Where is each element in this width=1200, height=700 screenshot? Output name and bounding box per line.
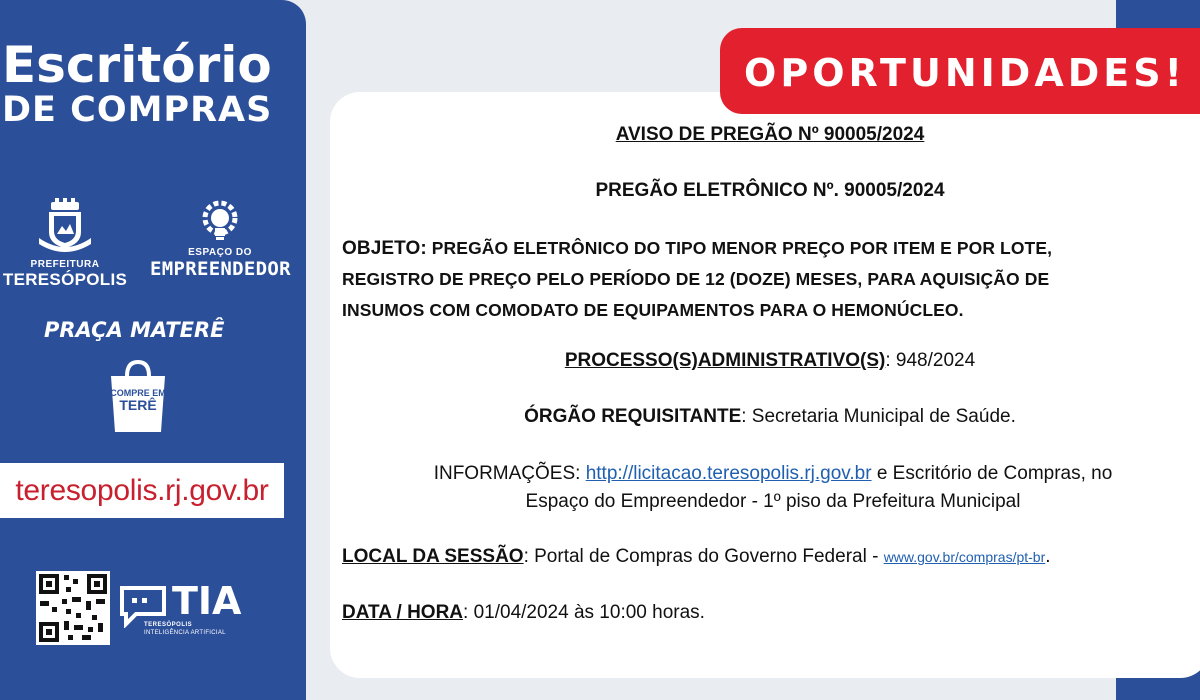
informacoes-label: INFORMAÇÕES: bbox=[433, 463, 586, 484]
objeto-line-2: REGISTRO DE PREÇO PELO PERÍODO DE 12 (DOZE) MESES, PARA AQUISIÇÃO DE bbox=[342, 269, 1050, 289]
processo-label: PROCESSO(S)ADMINISTRATIVO(S) bbox=[564, 350, 886, 371]
gov-compras-link[interactable]: www.gov.br/compras/pt-br bbox=[883, 549, 1046, 565]
processo-line bbox=[330, 350, 1200, 372]
website-url[interactable]: teresopolis.rj.gov.br bbox=[15, 473, 269, 507]
left-sidebar-panel bbox=[0, 0, 306, 700]
objeto-block bbox=[342, 233, 1192, 326]
informacoes-block bbox=[338, 460, 1200, 516]
tia-logo bbox=[118, 580, 258, 640]
prefeitura-logo bbox=[0, 198, 130, 290]
praca-matere-logo: PRAÇA MATERÊ bbox=[44, 318, 225, 342]
orgao-line bbox=[330, 406, 1200, 428]
espaco-empreendedor-logo bbox=[150, 198, 290, 280]
qr-code-icon bbox=[36, 571, 110, 645]
local-value: : Portal de Compras do Governo Federal - bbox=[523, 546, 884, 567]
data-hora-line bbox=[342, 602, 705, 624]
data-hora-label: DATA / HORA bbox=[342, 602, 464, 623]
tia-wordmark: TIA bbox=[172, 579, 242, 623]
espaco-small-label: ESPAÇO DO bbox=[188, 247, 252, 258]
prefeitura-small-label: PREFEITURA bbox=[30, 259, 100, 270]
pregao-heading: PREGÃO ELETRÔNICO Nº. 90005/2024 bbox=[595, 180, 945, 201]
website-url-box[interactable] bbox=[0, 463, 284, 518]
orgao-value: : Secretaria Municipal de Saúde. bbox=[741, 406, 1016, 427]
objeto-label: OBJETO: bbox=[342, 238, 427, 259]
local-line bbox=[342, 546, 1051, 568]
tia-subtitle-ai: INTELIGÊNCIA ARTIFICIAL bbox=[144, 630, 226, 636]
brand-title-line1: Escritório bbox=[2, 36, 272, 94]
bag-big-label: TERÊ bbox=[119, 397, 157, 413]
brand-title-line2: DE COMPRAS bbox=[2, 90, 273, 130]
objeto-line-1 bbox=[342, 233, 1192, 264]
qr-code bbox=[36, 571, 110, 645]
licitacao-link[interactable]: http://licitacao.teresopolis.rj.gov.br bbox=[585, 463, 872, 484]
informacoes-line-1 bbox=[338, 460, 1200, 488]
orgao-label: ÓRGÃO REQUISITANTE bbox=[524, 406, 742, 427]
lightbulb-gear-icon bbox=[195, 198, 245, 242]
processo-value: : 948/2024 bbox=[885, 350, 976, 371]
crest-icon bbox=[35, 198, 95, 254]
objeto-line-3: INSUMOS COM COMODATO DE EQUIPAMENTOS PARA O HEMONÚCLEO. bbox=[342, 300, 964, 320]
opportunities-banner bbox=[720, 28, 1200, 114]
aviso-heading: AVISO DE PREGÃO Nº 90005/2024 bbox=[615, 124, 925, 145]
tia-subtitle-city: TERESÓPOLIS bbox=[144, 622, 193, 628]
banner-text: OPORTUNIDADES! bbox=[744, 51, 1186, 95]
bag-text bbox=[105, 388, 171, 413]
prefeitura-big-label: TERESÓPOLIS bbox=[2, 270, 128, 289]
informacoes-line-2: Espaço do Empreendedor - 1º piso da Prefeitura Municipal bbox=[525, 491, 1021, 512]
data-hora-value: : 01/04/2024 às 10:00 horas. bbox=[463, 602, 705, 623]
local-end: . bbox=[1045, 546, 1051, 567]
brand-title bbox=[2, 36, 302, 130]
espaco-big-label: EMPREENDEDOR bbox=[150, 258, 291, 280]
local-label: LOCAL DA SESSÃO bbox=[342, 546, 524, 567]
compre-em-tere-bag bbox=[105, 358, 171, 434]
informacoes-rest-1: e Escritório de Compras, no bbox=[871, 463, 1113, 484]
objeto-text-1: PREGÃO ELETRÔNICO DO TIPO MENOR PREÇO POR ITEM E POR LOTE, bbox=[431, 238, 1053, 258]
bag-small-label: COMPRE EM bbox=[110, 388, 166, 398]
